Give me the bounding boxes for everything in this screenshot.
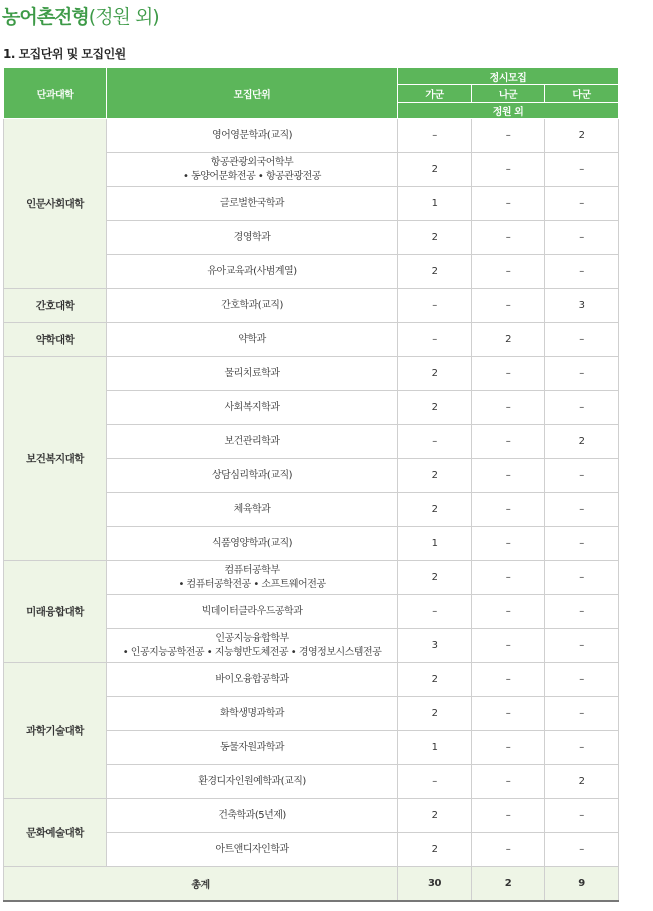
quota-ga: 2 (398, 663, 472, 697)
college-name: 과학기술대학 (4, 663, 107, 799)
quota-ga: 3 (398, 629, 472, 663)
admission-table (3, 67, 619, 902)
college-name: 간호대학 (4, 289, 107, 323)
quota-ga: 2 (398, 493, 472, 527)
unit-name: 인공지능융합학부 (215, 632, 289, 644)
quota-da: – (545, 561, 619, 595)
quota-ga: – (398, 425, 472, 459)
table-row (4, 561, 619, 595)
quota-ga: 1 (398, 187, 472, 221)
table-row (4, 663, 619, 697)
unit-cell (107, 459, 398, 493)
quota-ga: 2 (398, 799, 472, 833)
quota-da: 2 (545, 119, 619, 153)
quota-na: – (472, 561, 545, 595)
unit-cell (107, 187, 398, 221)
quota-da: – (545, 357, 619, 391)
unit-cell (107, 357, 398, 391)
total-da: 9 (545, 867, 619, 902)
college-name: 인문사회대학 (4, 119, 107, 289)
quota-na: – (472, 119, 545, 153)
unit-cell (107, 289, 398, 323)
unit-cell (107, 493, 398, 527)
unit-cell (107, 561, 398, 595)
unit-name: 보건관리학과 (224, 435, 280, 447)
header-da: 다군 (545, 85, 619, 103)
quota-ga: – (398, 289, 472, 323)
quota-na: – (472, 187, 545, 221)
quota-da: – (545, 833, 619, 867)
quota-ga: – (398, 119, 472, 153)
quota-da: – (545, 629, 619, 663)
unit-name: 상담심리학과(교직) (211, 469, 293, 481)
table-row (4, 799, 619, 833)
unit-cell (107, 255, 398, 289)
unit-cell (107, 119, 398, 153)
quota-ga: 2 (398, 221, 472, 255)
table-row (4, 323, 619, 357)
header-quota-note: 정원 외 (398, 103, 619, 119)
quota-na: – (472, 663, 545, 697)
quota-ga: 2 (398, 255, 472, 289)
page-title-sub: (정원 외) (88, 6, 159, 28)
quota-na: – (472, 765, 545, 799)
unit-name: 사회복지학과 (224, 401, 280, 413)
unit-name: 간호학과(교직) (221, 299, 283, 311)
quota-ga: – (398, 765, 472, 799)
unit-name: 동물자원과학과 (219, 741, 285, 753)
unit-name: 경영학과 (233, 231, 271, 243)
quota-na: – (472, 527, 545, 561)
quota-ga: 2 (398, 357, 472, 391)
quota-da: – (545, 493, 619, 527)
quota-na: – (472, 629, 545, 663)
unit-cell (107, 527, 398, 561)
unit-name: 유아교육과(사범계열) (207, 265, 297, 277)
quota-ga: 2 (398, 697, 472, 731)
quota-ga: 2 (398, 153, 472, 187)
quota-na: – (472, 799, 545, 833)
quota-ga: 2 (398, 391, 472, 425)
unit-cell (107, 629, 398, 663)
quota-na: – (472, 833, 545, 867)
total-row (4, 867, 619, 902)
quota-na: – (472, 289, 545, 323)
quota-na: – (472, 153, 545, 187)
unit-cell (107, 799, 398, 833)
total-na: 2 (472, 867, 545, 902)
quota-da: 2 (545, 425, 619, 459)
unit-cell (107, 697, 398, 731)
quota-da: – (545, 697, 619, 731)
quota-da: – (545, 187, 619, 221)
quota-da: – (545, 459, 619, 493)
page-title (2, 2, 159, 29)
quota-da: 3 (545, 289, 619, 323)
unit-majors: • 동양어문화전공 • 항공관광전공 (183, 170, 321, 182)
section-title: 1. 모집단위 및 모집인원 (3, 47, 126, 61)
unit-cell (107, 391, 398, 425)
table-row (4, 357, 619, 391)
quota-ga: 1 (398, 527, 472, 561)
unit-cell (107, 153, 398, 187)
header-college: 단과대학 (4, 68, 107, 119)
quota-ga: 2 (398, 561, 472, 595)
quota-da: – (545, 731, 619, 765)
quota-na: – (472, 493, 545, 527)
quota-da: – (545, 153, 619, 187)
header-ga: 가군 (398, 85, 472, 103)
quota-ga: – (398, 595, 472, 629)
header-na: 나군 (472, 85, 545, 103)
quota-da: – (545, 323, 619, 357)
unit-name: 약학과 (238, 333, 266, 345)
unit-name: 건축학과(5년제) (218, 809, 286, 821)
unit-majors: • 인공지능공학전공 • 지능형반도체전공 • 경영정보시스템전공 (122, 646, 382, 658)
college-name: 약학대학 (4, 323, 107, 357)
unit-name: 컴퓨터공학부 (224, 564, 280, 576)
unit-name: 바이오융합공학과 (215, 673, 289, 685)
unit-cell (107, 765, 398, 799)
quota-na: – (472, 595, 545, 629)
quota-na: – (472, 697, 545, 731)
quota-ga: 2 (398, 833, 472, 867)
quota-da: – (545, 595, 619, 629)
unit-majors: • 컴퓨터공학전공 • 소프트웨어전공 (178, 578, 326, 590)
quota-na: – (472, 459, 545, 493)
unit-name: 빅데이터클라우드공학과 (201, 605, 303, 617)
header-regular: 정시모집 (398, 68, 619, 85)
unit-name: 영어영문학과(교직) (211, 129, 293, 141)
unit-cell (107, 323, 398, 357)
unit-cell (107, 595, 398, 629)
college-name: 문화예술대학 (4, 799, 107, 867)
quota-na: – (472, 357, 545, 391)
quota-na: 2 (472, 323, 545, 357)
unit-name: 물리치료학과 (224, 367, 280, 379)
quota-da: 2 (545, 765, 619, 799)
total-ga: 30 (398, 867, 472, 902)
unit-cell (107, 425, 398, 459)
quota-na: – (472, 425, 545, 459)
unit-name: 화학생명과학과 (219, 707, 285, 719)
total-label: 총계 (4, 867, 398, 902)
quota-ga: 1 (398, 731, 472, 765)
quota-da: – (545, 799, 619, 833)
unit-name: 체육학과 (233, 503, 271, 515)
header-unit: 모집단위 (107, 68, 398, 119)
table-row (4, 289, 619, 323)
unit-name: 글로벌한국학과 (219, 197, 285, 209)
unit-name: 아트앤디자인학과 (215, 843, 289, 855)
quota-na: – (472, 731, 545, 765)
quota-na: – (472, 391, 545, 425)
unit-name: 식품영양학과(교직) (211, 537, 293, 549)
quota-da: – (545, 255, 619, 289)
college-name: 미래융합대학 (4, 561, 107, 663)
quota-da: – (545, 391, 619, 425)
unit-cell (107, 731, 398, 765)
quota-da: – (545, 663, 619, 697)
unit-cell (107, 663, 398, 697)
unit-name: 환경디자인원예학과(교직) (198, 775, 306, 787)
quota-da: – (545, 527, 619, 561)
quota-ga: 2 (398, 459, 472, 493)
table-body (4, 119, 619, 902)
quota-da: – (545, 221, 619, 255)
quota-na: – (472, 221, 545, 255)
college-name: 보건복지대학 (4, 357, 107, 561)
quota-na: – (472, 255, 545, 289)
unit-cell (107, 221, 398, 255)
quota-ga: – (398, 323, 472, 357)
unit-cell (107, 833, 398, 867)
page-title-main: 농어촌전형 (2, 6, 89, 28)
unit-name: 항공관광외국어학부 (210, 156, 294, 168)
table-row (4, 119, 619, 153)
